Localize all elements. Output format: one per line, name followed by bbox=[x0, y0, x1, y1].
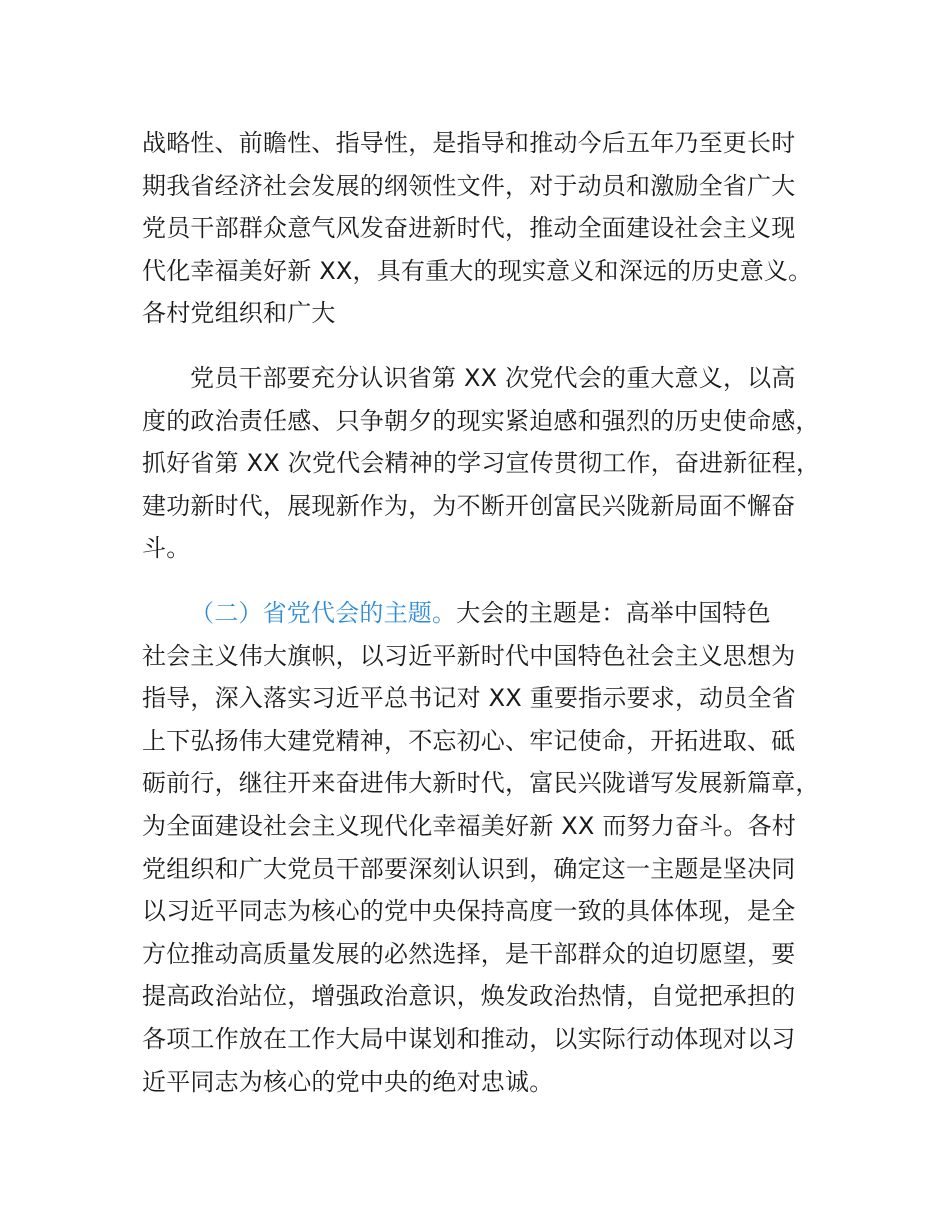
paragraph-3-line: 提高政治站位，增强政治意识，焕发政治热情，自觉把承担的 bbox=[142, 982, 796, 1011]
paragraph-3-line: 方位推动高质量发展的必然选择，是干部群众的迫切愿望，要 bbox=[142, 939, 796, 968]
paragraph-1-line: 期我省经济社会发展的纲领性文件，对于动员和激励全省广大 bbox=[142, 171, 796, 200]
paragraph-2-line: 斗。 bbox=[142, 534, 191, 563]
paragraph-3-first-line-text: 大会的主题是：高举中国特色 bbox=[456, 599, 771, 627]
paragraph-2-line: 抓好省第 XX 次党代会精神的学习宣传贯彻工作，奋进新征程， bbox=[142, 449, 821, 478]
section-heading: （二）省党代会的主题。 bbox=[190, 599, 457, 627]
paragraph-2-line: 度的政治责任感、只争朝夕的现实紧迫感和强烈的历史使命感， bbox=[142, 406, 820, 435]
paragraph-2-line: 建功新时代，展现新作为，为不断开创富民兴陇新局面不懈奋 bbox=[142, 491, 796, 520]
paragraph-3-line: 以习近平同志为核心的党中央保持高度一致的具体体现，是全 bbox=[142, 897, 796, 926]
paragraph-1-line: 党员干部群众意气风发奋进新时代，推动全面建设社会主义现 bbox=[142, 214, 796, 243]
paragraph-3-line: 各项工作放在工作大局中谋划和推动，以实际行动体现对以习 bbox=[142, 1024, 796, 1053]
paragraph-3-line: 社会主义伟大旗帜，以习近平新时代中国特色社会主义思想为 bbox=[142, 641, 796, 670]
paragraph-2-line: 党员干部要充分认识省第 XX 次党代会的重大意义，以高 bbox=[190, 364, 796, 392]
paragraph-3-first-line bbox=[142, 592, 832, 635]
paragraph-3-line: 为全面建设社会主义现代化幸福美好新 XX 而努力奋斗。各村 bbox=[142, 811, 796, 840]
paragraph-3-line: 指导，深入落实习近平总书记对 XX 重要指示要求，动员全省 bbox=[142, 684, 796, 713]
paragraph-1-line: 代化幸福美好新 XX，具有重大的现实意义和深远的历史意义。 bbox=[142, 256, 813, 285]
paragraph-1-line: 战略性、前瞻性、指导性，是指导和推动今后五年乃至更长时 bbox=[142, 129, 796, 157]
paragraph-2 bbox=[142, 357, 832, 570]
paragraph-1 bbox=[142, 122, 832, 335]
paragraph-3-line: 上下弘扬伟大建党精神，不忘初心、牢记使命，开拓进取、砥 bbox=[142, 726, 796, 755]
paragraph-3-line: 党组织和广大党员干部要深刻认识到，确定这一主题是坚决同 bbox=[142, 854, 796, 883]
paragraph-1-line: 各村党组织和广大 bbox=[142, 299, 336, 328]
paragraph-3-line: 近平同志为核心的党中央的绝对忠诚。 bbox=[142, 1067, 554, 1096]
paragraph-3-line: 砺前行，继往开来奋进伟大新时代，富民兴陇谱写发展新篇章， bbox=[142, 769, 820, 798]
paragraph-3 bbox=[142, 592, 832, 1103]
